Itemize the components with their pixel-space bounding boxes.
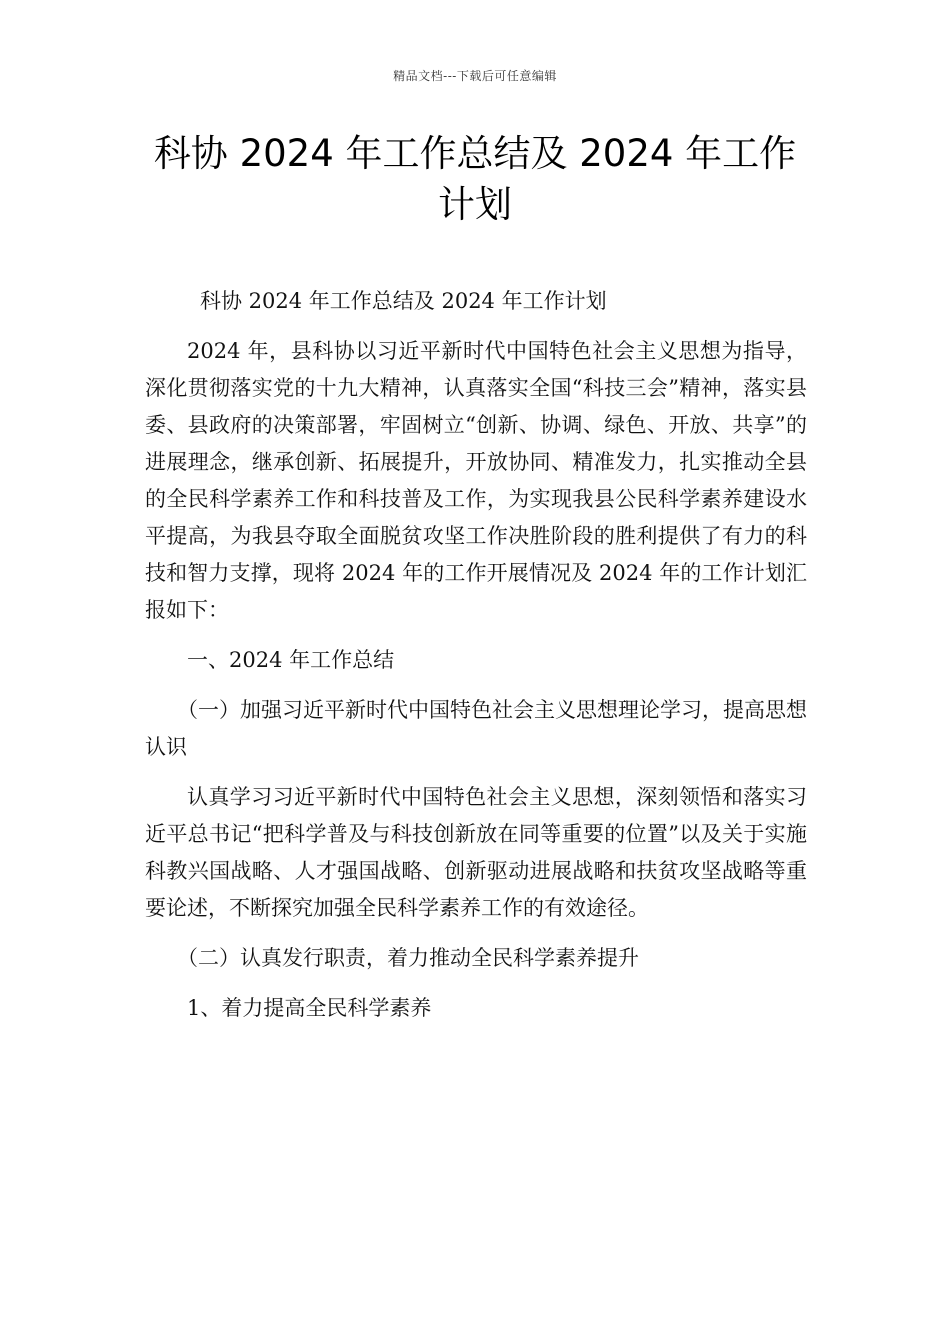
intro-paragraph: 2024 年，县科协以习近平新时代中国特色社会主义思想为指导，深化贯彻落实党的十九大精神，认真落实全国“科技三会”精神，落实县委、县政府的决策部署，牢固树立“创新、协调、绿色、开放、共享”的进展理念，继承创新、拓展提升，开放协同、精准发力，扎实推动全县的全民科学素养工作和科技普及工作，为实现我县公民科学素养建设水平提高，为我县夺取全面脱贫攻坚工作决胜阶段的胜利提供了有力的科技和智力支撑，现将 2024 年的工作开展情况及 2024 年的工作计划汇报如下：	[145, 339, 807, 622]
header-note: 精品文档---下载后可任意编辑	[393, 69, 557, 83]
document-body	[145, 283, 807, 1040]
document-title: 科协 2024 年工作总结及 2024 年工作计划	[153, 132, 797, 226]
section-heading-1: 一、2024 年工作总结	[187, 648, 395, 672]
subsection-heading-2: （二）认真发行职责，着力推动全民科学素养提升	[177, 946, 639, 970]
subsection-heading-1: （一）加强习近平新时代中国特色社会主义思想理论学习，提高思想认识	[145, 698, 807, 759]
body-paragraph-1: 认真学习习近平新时代中国特色社会主义思想，深刻领悟和落实习近平总书记“把科学普及与科技创新放在同等重要的位置”以及关于实施科教兴国战略、人才强国战略、创新驱动进展战略和扶贫攻坚战略等重要论述，不断探究加强全民科学素养工作的有效途径。	[145, 785, 807, 920]
subtitle-line: 科协 2024 年工作总结及 2024 年工作计划	[200, 289, 607, 313]
list-item-1: 1、着力提高全民科学素养	[187, 996, 432, 1020]
